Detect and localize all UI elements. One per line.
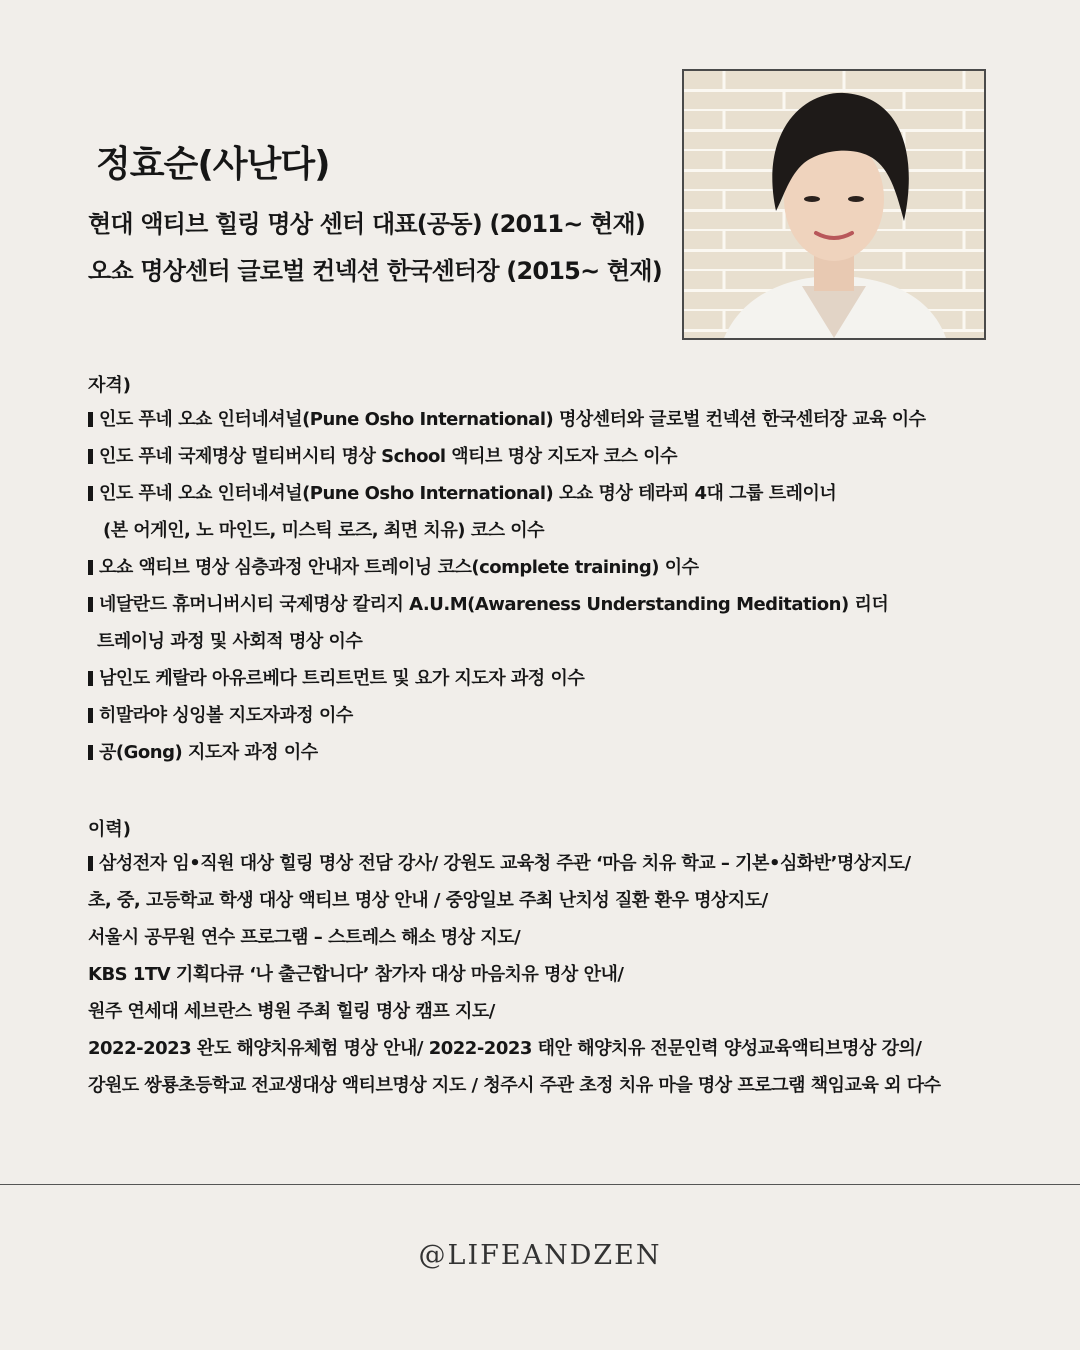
role-osho-center: 오쇼 명상센터 글로벌 컨넥션 한국센터장 (2015~ 현재) xyxy=(88,257,662,285)
list-item: 공(Gong) 지도자 과정 이수 xyxy=(88,734,926,771)
footer-divider xyxy=(0,1184,1080,1185)
qualifications-list xyxy=(88,401,926,771)
list-item: 네달란드 휴머니버시티 국제명상 칼리지 A.U.M(Awareness Understanding Meditation) 리더 xyxy=(88,586,926,623)
bullet-marker xyxy=(88,745,93,760)
history-heading: 이력) xyxy=(88,819,132,840)
list-item: 히말라야 싱잉볼 지도자과정 이수 xyxy=(88,697,926,734)
bullet-marker xyxy=(88,449,93,464)
bullet-marker xyxy=(88,597,93,612)
bullet-marker xyxy=(88,708,93,723)
role-current-center: 현대 액티브 힐링 명상 센터 대표(공동) (2011~ 현재) xyxy=(88,210,645,238)
list-item: 초, 중, 고등학교 학생 대상 액티브 명상 안내 / 중앙일보 주최 난치성 질환 환우 명상지도/ xyxy=(88,890,768,911)
profile-name: 정효순(사난다) xyxy=(96,144,330,185)
list-item: 서울시 공무원 연수 프로그램 – 스트레스 해소 명상 지도/ xyxy=(88,927,521,948)
qualifications-heading: 자격) xyxy=(88,375,132,396)
bullet-marker xyxy=(88,560,93,575)
list-item: 남인도 케랄라 아유르베다 트리트먼트 및 요가 지도자 과정 이수 xyxy=(88,660,926,697)
list-item: 원주 연세대 세브란스 병원 주최 힐링 명상 캠프 지도/ xyxy=(88,1001,495,1022)
list-item: 인도 푸네 오쇼 인터네셔널(Pune Osho International) 명상센터와 글로벌 컨넥션 한국센터장 교육 이수 xyxy=(88,401,926,438)
list-item: 2022-2023 완도 해양치유체험 명상 안내/ 2022-2023 태안 해양치유 전문인력 양성교육액티브명상 강의/ xyxy=(88,1038,922,1059)
profile-photo xyxy=(682,69,986,340)
list-item-continuation: (본 어게인, 노 마인드, 미스틱 로즈, 최면 치유) 코스 이수 xyxy=(103,520,545,541)
list-item: KBS 1TV 기획다큐 ‘나 출근합니다’ 참가자 대상 마음치유 명상 안내/ xyxy=(88,964,624,985)
bullet-marker xyxy=(88,671,93,686)
bullet-marker xyxy=(88,412,93,427)
list-item: 인도 푸네 오쇼 인터네셔널(Pune Osho International) 오쇼 명상 테라피 4대 그룹 트레이너 xyxy=(88,475,926,512)
list-item: 삼성전자 임•직원 대상 힐링 명상 전담 강사/ 강원도 교육청 주관 ‘마음 치유 학교 – 기본•심화반’명상지도/ xyxy=(88,845,941,882)
history-list xyxy=(88,845,941,1104)
social-handle: @LIFEANDZEN xyxy=(418,1240,662,1271)
list-item: 인도 푸네 국제명상 멀티버시티 명상 School 액티브 명상 지도자 코스 이수 xyxy=(88,438,926,475)
bullet-marker xyxy=(88,856,93,871)
bullet-marker xyxy=(88,486,93,501)
list-item: 오쇼 액티브 명상 심층과정 안내자 트레이닝 코스(complete training) 이수 xyxy=(88,549,926,586)
list-item-continuation: 트레이닝 과정 및 사회적 명상 이수 xyxy=(97,631,363,652)
list-item: 강원도 쌍룡초등학교 전교생대상 액티브명상 지도 / 청주시 주관 초정 치유 마을 명상 프로그램 책임교육 외 다수 xyxy=(88,1075,941,1096)
